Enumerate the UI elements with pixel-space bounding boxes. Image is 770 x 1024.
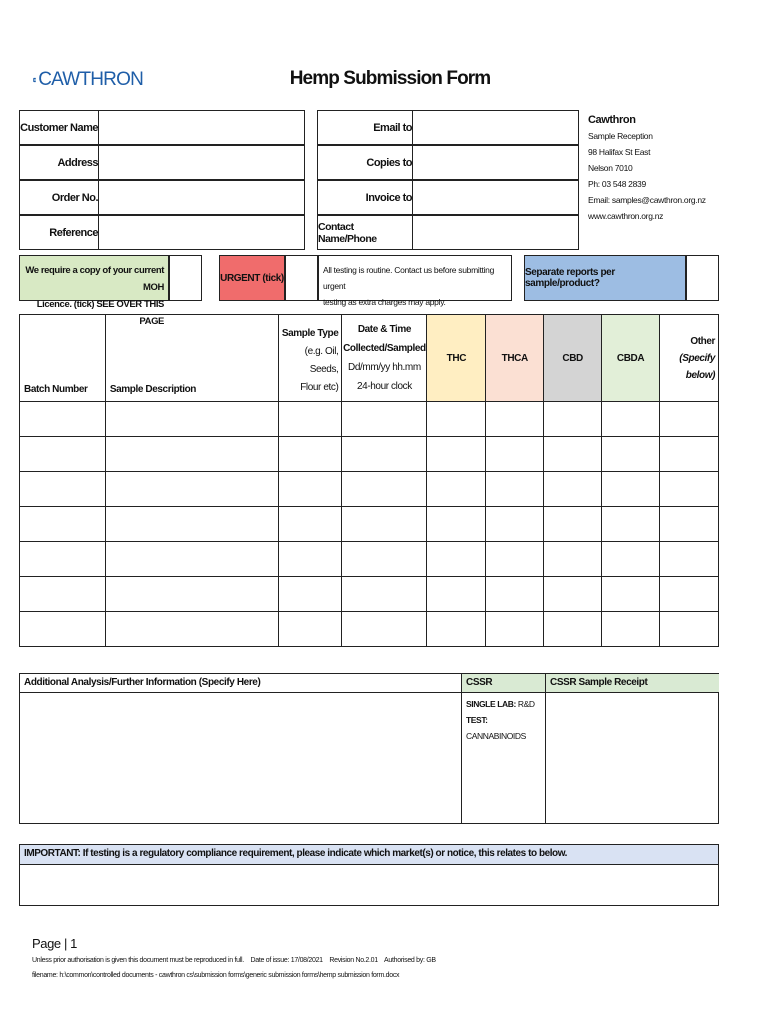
- sample-type-cell[interactable]: [278, 472, 342, 507]
- cssr-receipt-header: [546, 674, 719, 693]
- thc-cell[interactable]: [427, 437, 486, 472]
- batch-number-cell[interactable]: [20, 542, 106, 577]
- thc-cell[interactable]: [427, 507, 486, 542]
- sample-type-cell[interactable]: [278, 507, 342, 542]
- additional-analysis-heading: Additional Analysis/Further Information (Specify Here): [24, 677, 261, 688]
- cbda-cell[interactable]: [602, 437, 660, 472]
- reference-field[interactable]: [98, 216, 304, 249]
- date-time-cell[interactable]: [342, 507, 427, 542]
- other-cell[interactable]: [660, 612, 719, 647]
- thc-cell[interactable]: [427, 542, 486, 577]
- cbd-cell[interactable]: [544, 507, 602, 542]
- footer-filename: filename: h:\common\controlled documents - cawthron cs\submission forms\generic submission forms\hemp submission form.docx: [32, 972, 400, 979]
- test-value: CANNABINOIDS: [466, 731, 526, 741]
- email-to-field[interactable]: [412, 111, 578, 144]
- address-field[interactable]: [98, 146, 304, 179]
- cssr-details: [466, 696, 546, 744]
- sample-type-cell[interactable]: [278, 542, 342, 577]
- single-lab-label: SINGLE LAB:: [466, 699, 516, 709]
- address-row: [19, 145, 305, 180]
- table-header-row: [20, 315, 719, 402]
- date-time-cell[interactable]: [342, 577, 427, 612]
- batch-number-header: [20, 315, 106, 402]
- sample-type-line-1: Sample Type: [281, 328, 339, 339]
- date-time-cell[interactable]: [342, 402, 427, 437]
- cawthron-logo: [33, 65, 143, 95]
- page-number: Page | 1: [32, 936, 77, 951]
- batch-number-cell[interactable]: [20, 612, 106, 647]
- cbd-cell[interactable]: [544, 612, 602, 647]
- batch-number-header-text: Batch Number: [24, 384, 88, 395]
- thca-cell[interactable]: [486, 542, 544, 577]
- cbda-cell[interactable]: [602, 577, 660, 612]
- single-lab-line: [466, 696, 546, 712]
- cssr-header: [462, 674, 546, 693]
- sample-description-cell[interactable]: [105, 612, 278, 647]
- copies-to-label: Copies to: [366, 156, 412, 169]
- cssr-receipt-heading: CSSR Sample Receipt: [550, 677, 648, 688]
- cbda-cell[interactable]: [602, 507, 660, 542]
- cbda-cell[interactable]: [602, 612, 660, 647]
- date-time-cell[interactable]: [342, 472, 427, 507]
- additional-analysis-section: [19, 673, 719, 824]
- customer-name-label: Customer Name: [20, 121, 98, 134]
- other-cell[interactable]: [660, 542, 719, 577]
- thc-cell[interactable]: [427, 402, 486, 437]
- sample-type-cell[interactable]: [278, 402, 342, 437]
- cbda-header-text: CBDA: [616, 352, 645, 364]
- thca-cell[interactable]: [486, 402, 544, 437]
- other-line-2: [660, 367, 715, 384]
- moh-line-1: We require a copy of your current MOH: [25, 265, 164, 293]
- cawthron-logo-icon: [33, 69, 36, 91]
- sample-table-body: [20, 402, 719, 647]
- sample-type-cell[interactable]: [278, 437, 342, 472]
- footer-authorisation: Unless prior authorisation is given this document must be reproduced in full. Date of issue: 17/08/2021 Revision No.2.01 Authorised by: GB: [32, 957, 436, 964]
- sample-description-cell[interactable]: [105, 577, 278, 612]
- date-time-line-2: Collected/Sampled: [343, 343, 426, 354]
- contact-field[interactable]: [412, 216, 578, 249]
- date-time-line-4: 24-hour clock: [357, 381, 412, 392]
- phone-line: Ph: 03 548 2839: [588, 179, 646, 189]
- other-cell[interactable]: [660, 437, 719, 472]
- cbd-cell[interactable]: [544, 472, 602, 507]
- brand-name: CAWTHRON: [38, 69, 143, 90]
- cssr-column: [461, 674, 545, 823]
- cbd-header: [544, 315, 602, 402]
- other-cell[interactable]: [660, 402, 719, 437]
- table-row: [20, 472, 719, 507]
- other-line-1: [660, 333, 715, 367]
- sample-description-header: [105, 315, 278, 402]
- table-row: [20, 507, 719, 542]
- customer-name-field[interactable]: [98, 111, 304, 144]
- sample-type-cell[interactable]: [278, 577, 342, 612]
- invoice-to-row: [317, 180, 579, 215]
- thca-cell[interactable]: [486, 472, 544, 507]
- batch-number-cell[interactable]: [20, 437, 106, 472]
- date-time-cell[interactable]: [342, 542, 427, 577]
- batch-number-cell[interactable]: [20, 402, 106, 437]
- sample-type-cell[interactable]: [278, 612, 342, 647]
- important-label: IMPORTANT:: [24, 848, 81, 859]
- important-header: [20, 845, 718, 865]
- reference-label: Reference: [49, 226, 98, 239]
- date-time-line-1: Date & Time: [357, 324, 412, 335]
- other-cell[interactable]: [660, 472, 719, 507]
- thca-cell[interactable]: [486, 577, 544, 612]
- order-no-row: [19, 180, 305, 215]
- urgent-label: [219, 255, 285, 301]
- sample-type-line-3: Flour etc): [300, 382, 339, 393]
- order-no-field[interactable]: [98, 181, 304, 214]
- thc-header: [427, 315, 486, 402]
- other-cell[interactable]: [660, 577, 719, 612]
- cbda-header: [602, 315, 660, 402]
- email-to-row: [317, 110, 579, 145]
- thca-header-text: THCA: [501, 352, 528, 364]
- cbd-cell[interactable]: [544, 577, 602, 612]
- sample-type-line-2: (e.g. Oil, Seeds,: [304, 346, 339, 375]
- urgent-text: URGENT (tick): [220, 272, 284, 284]
- sample-table: [19, 314, 719, 647]
- additional-analysis-header: [20, 674, 461, 693]
- cssr-receipt-column: [545, 674, 718, 823]
- cbd-cell[interactable]: [544, 542, 602, 577]
- important-text: If testing is a regulatory compliance requirement, please indicate which market(s) or notice, this relates to below.: [82, 848, 568, 859]
- other-header: [660, 315, 719, 402]
- separate-reports-label: [524, 255, 686, 301]
- email-to-label: Email to: [373, 121, 412, 134]
- batch-number-cell[interactable]: [20, 472, 106, 507]
- email-line: Email: samples@cawthron.org.nz: [588, 195, 706, 205]
- customer-details-right: [317, 110, 579, 250]
- contact-label: Contact Name/Phone: [318, 220, 377, 245]
- cbd-cell[interactable]: [544, 437, 602, 472]
- important-section: [19, 844, 719, 906]
- reference-row: [19, 215, 305, 250]
- thc-cell[interactable]: [427, 472, 486, 507]
- urgent-tickbox[interactable]: [285, 255, 318, 301]
- contact-row: [317, 215, 579, 250]
- separate-reports-tickbox[interactable]: [686, 255, 719, 301]
- other-below-text: below): [685, 369, 715, 381]
- table-row: [20, 437, 719, 472]
- table-row: [20, 402, 719, 437]
- website-line: www.cawthron.org.nz: [588, 211, 664, 221]
- cbda-cell[interactable]: [602, 472, 660, 507]
- thca-cell[interactable]: [486, 507, 544, 542]
- other-text: Other: [690, 335, 715, 347]
- thc-cell[interactable]: [427, 577, 486, 612]
- cbd-cell[interactable]: [544, 402, 602, 437]
- cssr-heading: CSSR: [466, 677, 493, 688]
- invoice-to-label: Invoice to: [365, 191, 412, 204]
- sample-description-cell[interactable]: [105, 507, 278, 542]
- separate-reports-text: Separate reports per sample/product?: [525, 267, 615, 289]
- other-cell[interactable]: [660, 507, 719, 542]
- copies-to-field[interactable]: [412, 146, 578, 179]
- other-specify-text: (Specify: [679, 352, 715, 364]
- batch-number-cell[interactable]: [20, 577, 106, 612]
- page-title: Hemp Submission Form: [289, 68, 491, 89]
- invoice-to-field[interactable]: [412, 181, 578, 214]
- moh-licence-tickbox[interactable]: [169, 255, 202, 301]
- order-no-label: Order No.: [51, 191, 98, 204]
- batch-number-cell[interactable]: [20, 507, 106, 542]
- cbda-cell[interactable]: [602, 402, 660, 437]
- customer-details-left: [19, 110, 305, 250]
- sample-description-cell[interactable]: [105, 542, 278, 577]
- routine-testing-notice: [318, 255, 512, 307]
- address-line: Nelson 7010: [588, 163, 633, 173]
- additional-analysis-field[interactable]: [20, 693, 461, 823]
- thca-header: [486, 315, 544, 402]
- thc-header-text: THC: [446, 352, 467, 364]
- single-lab-value: R&D: [517, 699, 535, 709]
- date-time-cell[interactable]: [342, 612, 427, 647]
- sample-description-header-text: Sample Description: [109, 384, 197, 395]
- routine-line-1: All testing is routine. Contact us before submitting urgent: [323, 265, 495, 291]
- test-line: [466, 712, 546, 744]
- sample-type-header: [278, 315, 342, 402]
- test-label: TEST:: [466, 715, 488, 725]
- sample-description-cell[interactable]: [105, 437, 278, 472]
- sample-description-cell[interactable]: [105, 402, 278, 437]
- table-row: [20, 577, 719, 612]
- regulatory-market-field[interactable]: [20, 865, 718, 905]
- cbd-header-text: CBD: [562, 352, 583, 364]
- moh-line-2: Licence. (tick) SEE OVER THIS PAGE: [36, 299, 164, 327]
- moh-licence-notice: [19, 255, 169, 327]
- table-row: [20, 542, 719, 577]
- date-time-cell[interactable]: [342, 437, 427, 472]
- thca-cell[interactable]: [486, 437, 544, 472]
- date-time-line-3: Dd/mm/yy hh.mm: [348, 362, 421, 373]
- copies-to-row: [317, 145, 579, 180]
- address-line: Sample Reception: [588, 131, 653, 141]
- routine-line-2: testing as extra charges may apply.: [323, 297, 446, 307]
- date-time-header: [342, 315, 427, 402]
- cbda-cell[interactable]: [602, 542, 660, 577]
- address-label: Address: [57, 156, 98, 169]
- address-line: 98 Halifax St East: [588, 147, 651, 157]
- sample-description-cell[interactable]: [105, 472, 278, 507]
- lab-address-block: [588, 114, 748, 224]
- thca-cell[interactable]: [486, 612, 544, 647]
- lab-name: Cawthron: [588, 114, 636, 126]
- customer-name-row: [19, 110, 305, 145]
- table-row: [20, 612, 719, 647]
- thc-cell[interactable]: [427, 612, 486, 647]
